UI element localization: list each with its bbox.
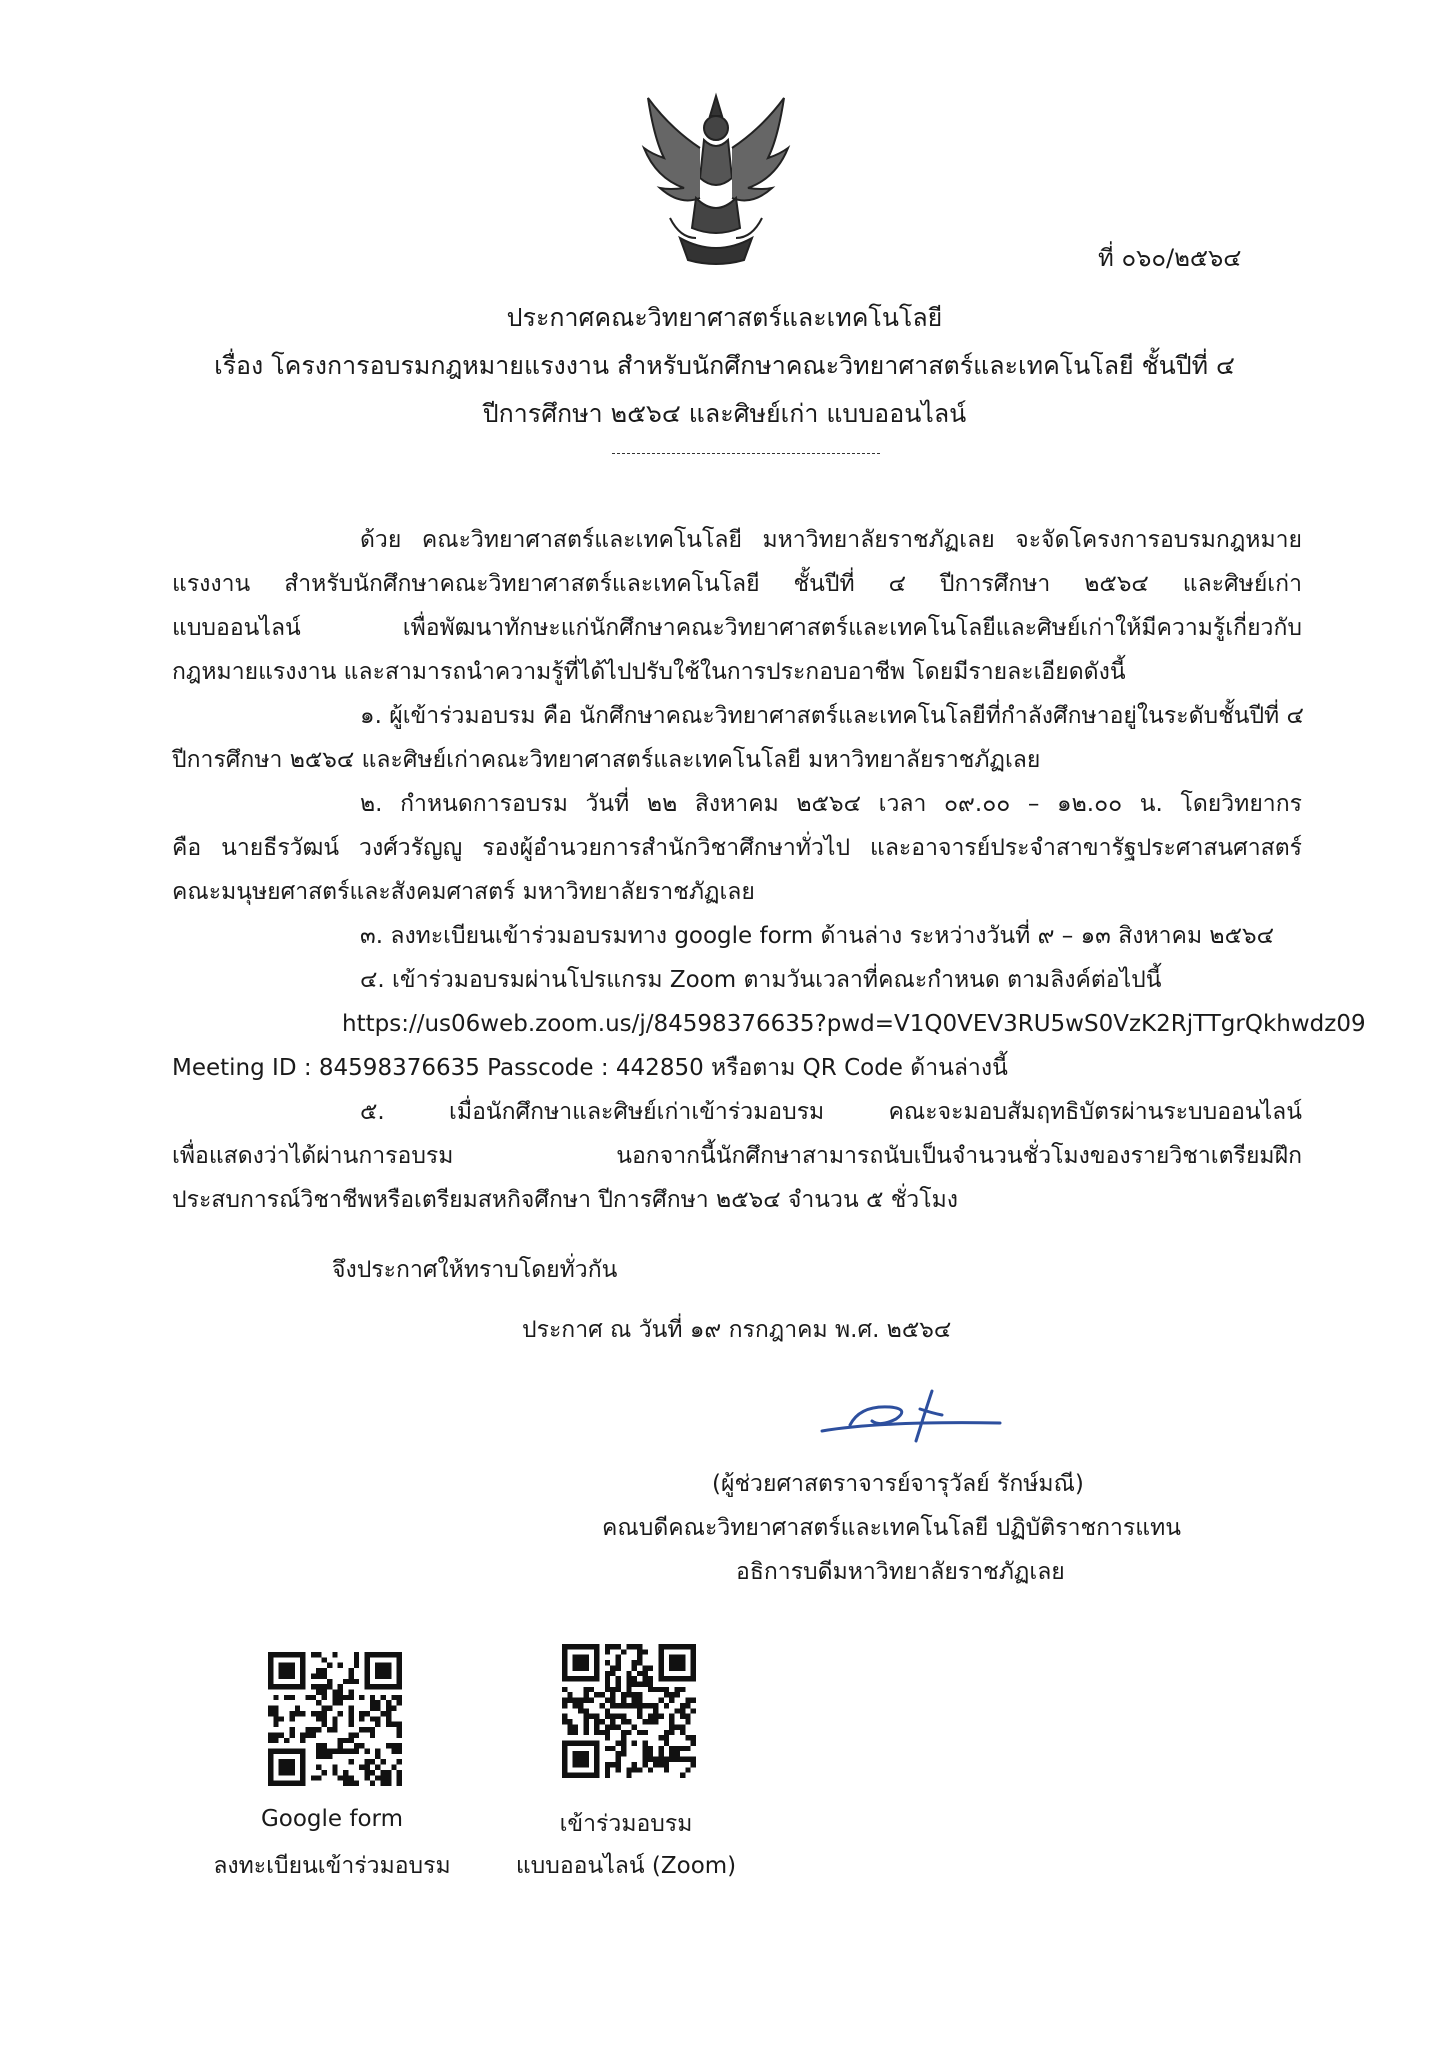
item-2-line-3: คณะมนุษยศาสตร์และสังคมศาสตร์ มหาวิทยาลัยราชภัฏเลย (172, 879, 755, 905)
item-1-line-2: ปีการศึกษา ๒๕๖๔ และศิษย์เก่าคณะวิทยาศาสตร์และเทคโนโลยี มหาวิทยาลัยราชภัฏเลย (172, 747, 1041, 773)
qr-caption-zoom: แบบออนไลน์ (Zoom) (515, 1853, 737, 1879)
item-5-line-1: ๕. เมื่อนักศึกษาและศิษย์เก่าเข้าร่วมอบรม คณะจะมอบสัมฤทธิบัตรผ่านระบบออนไลน์ (360, 1099, 1302, 1125)
item-5-line-3: ประสบการณ์วิชาชีพหรือเตรียมสหกิจศึกษา ปีการศึกษา ๒๕๖๔ จำนวน ๕ ชั่วโมง (172, 1187, 958, 1213)
subject-line-1: เรื่อง โครงการอบรมกฎหมายแรงงาน สำหรับนักศึกษาคณะวิทยาศาสตร์และเทคโนโลยี ชั้นปีที่ ๔ (214, 351, 1235, 380)
announcement-heading: ประกาศคณะวิทยาศาสตร์และเทคโนโลยี (506, 303, 943, 332)
item-4: ๔. เข้าร่วมอบรมผ่านโปรแกรม Zoom ตามวันเวลาที่คณะกำหนด ตามลิงค์ต่อไปนี้ (360, 967, 1162, 993)
closing-statement: จึงประกาศให้ทราบโดยทั่วกัน (332, 1257, 618, 1283)
qr-caption-google-form: Google form (260, 1806, 404, 1832)
item-2-line-1: ๒. กำหนดการอบรม วันที่ ๒๒ สิงหาคม ๒๕๖๔ เวลา ๐๙.๐๐ – ๑๒.๐๐ น. โดยวิทยากร (360, 791, 1302, 817)
signatory-position-1: คณบดีคณะวิทยาศาสตร์และเทคโนโลยี ปฏิบัติราชการแทน (602, 1515, 1181, 1541)
signatory-name: (ผู้ช่วยศาสตราจารย์จารุวัลย์ รักษ์มณี) (712, 1471, 1084, 1497)
meeting-details: Meeting ID : 84598376635 Passcode : 442850 หรือตาม QR Code ด้านล่างนี้ (172, 1055, 1008, 1081)
qr-code-icon[interactable] (562, 1644, 696, 1778)
divider (612, 453, 880, 454)
garuda-emblem-icon (640, 88, 792, 268)
qr-code-icon[interactable] (268, 1652, 402, 1786)
qr-caption-register: ลงทะเบียนเข้าร่วมอบรม (213, 1853, 451, 1879)
subject-line-2: ปีการศึกษา ๒๕๖๔ และศิษย์เก่า แบบออนไลน์ (482, 399, 967, 428)
signature (820, 1385, 1010, 1445)
item-5-line-2: เพื่อแสดงว่าได้ผ่านการอบรม นอกจากนี้นักศึกษาสามารถนับเป็นจำนวนชั่วโมงของรายวิชาเตรียมฝึก (172, 1143, 1302, 1169)
item-1-line-1: ๑. ผู้เข้าร่วมอบรม คือ นักศึกษาคณะวิทยาศาสตร์และเทคโนโลยีที่กำลังศึกษาอยู่ในระดับชั้นปีที่ ๔ (360, 703, 1304, 729)
paragraph-1-line-4: กฎหมายแรงงาน และสามารถนำความรู้ที่ได้ไปปรับใช้ในการประกอบอาชีพ โดยมีรายละเอียดดังนี้ (172, 659, 1126, 685)
document-number: ที่ ๐๖๐/๒๕๖๔ (1098, 244, 1242, 272)
item-3: ๓. ลงทะเบียนเข้าร่วมอบรมทาง google form ด้านล่าง ระหว่างวันที่ ๙ – ๑๓ สิงหาคม ๒๕๖๔ (360, 923, 1274, 949)
zoom-link[interactable]: https://us06web.zoom.us/j/84598376635?pwd=V1Q0VEV3RU5wS0VzK2RjTTgrQkhwdz09 (342, 1011, 1366, 1037)
signatory-position-2: อธิการบดีมหาวิทยาลัยราชภัฏเลย (736, 1559, 1065, 1585)
qr-caption-join: เข้าร่วมอบรม (559, 1811, 693, 1837)
paragraph-1-line-2: แรงงาน สำหรับนักศึกษาคณะวิทยาศาสตร์และเทคโนโลยี ชั้นปีที่ ๔ ปีการศึกษา ๒๕๖๔ และศิษย์เก่า (172, 571, 1302, 597)
paragraph-1-line-3: แบบออนไลน์ เพื่อพัฒนาทักษะแก่นักศึกษาคณะวิทยาศาสตร์และเทคโนโลยีและศิษย์เก่าให้มีความรู้เกี่ยวกับ (172, 615, 1302, 641)
paragraph-1-line-1: ด้วย คณะวิทยาศาสตร์และเทคโนโลยี มหาวิทยาลัยราชภัฏเลย จะจัดโครงการอบรมกฎหมาย (360, 527, 1302, 553)
announcement-date: ประกาศ ณ วันที่ ๑๙ กรกฎาคม พ.ศ. ๒๕๖๔ (522, 1317, 952, 1343)
item-2-line-2: คือ นายธีรวัฒน์ วงศ์วรัญญู รองผู้อำนวยการสำนักวิชาศึกษาทั่วไป และอาจารย์ประจำสาขารัฐประศาสนศาสตร์ (172, 835, 1302, 861)
